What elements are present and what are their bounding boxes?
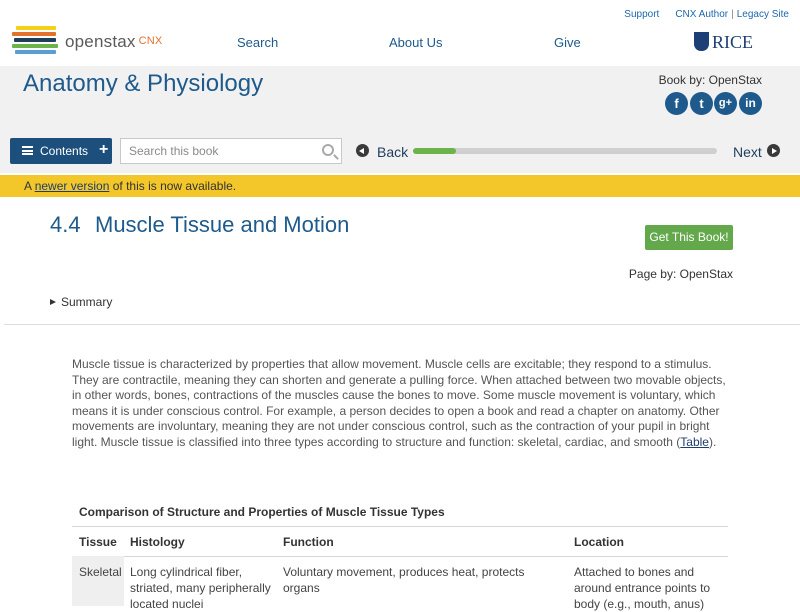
book-author: Book by: OpenStax bbox=[658, 73, 762, 87]
list-icon bbox=[22, 146, 33, 155]
contents-label: Contents bbox=[40, 144, 89, 158]
facebook-icon[interactable]: f bbox=[665, 92, 688, 115]
table-cell-location: Attached to bones and around entrance points to body (e.g., mouth, anus) bbox=[574, 565, 711, 611]
table-caption: Comparison of Structure and Properties of Muscle Tissue Types bbox=[79, 505, 445, 519]
nav-give-link[interactable]: Give bbox=[554, 35, 581, 50]
support-link[interactable]: Support bbox=[624, 9, 660, 20]
table-rule bbox=[72, 526, 728, 527]
triangle-right-icon bbox=[50, 299, 56, 305]
rice-shield-icon bbox=[694, 32, 709, 51]
plus-icon: + bbox=[99, 141, 109, 158]
summary-toggle[interactable]: Summary bbox=[50, 295, 112, 309]
get-this-book-button[interactable]: Get This Book! bbox=[645, 225, 733, 250]
newer-version-notice: A newer version of this is now available. bbox=[0, 175, 800, 197]
page-title: Muscle Tissue and Motion bbox=[95, 212, 350, 237]
table-header-tissue: Tissue bbox=[79, 535, 117, 549]
legacy-site-link[interactable]: Legacy Site bbox=[736, 9, 789, 20]
openstax-cnx-logo[interactable] bbox=[12, 26, 172, 56]
section-number: 4.4 bbox=[50, 212, 81, 237]
nav-search-link[interactable]: Search bbox=[237, 35, 279, 50]
cnx-author-link[interactable]: CNX Author bbox=[675, 9, 729, 20]
search-input[interactable] bbox=[129, 144, 319, 158]
divider bbox=[4, 324, 800, 325]
body-paragraph: Muscle tissue is characterized by properties that allow movement. Muscle cells are excitable; they respond to a stimulus. They are contractile, meaning they can shorten and generate a pulling force. When attached between two movable objects, in other words, bones, contractions of the muscles cause the bones to move. Some muscle movement is voluntary, which means it is under conscious control. For example, a person decides to open a book and read a chapter on anatomy. Other movements are involuntary, meaning they are not under conscious control, such as the contraction of your pupil in bright light. Muscle tissue is classified into three types according to structure and function: skeletal, cardiac, and smooth (Table). bbox=[72, 357, 726, 449]
table-cell-function: Voluntary movement, produces heat, protects organs bbox=[283, 565, 525, 595]
google-plus-icon[interactable]: g+ bbox=[714, 92, 737, 115]
table-rule bbox=[72, 556, 728, 557]
progress-bar bbox=[413, 148, 717, 154]
table-cell-histology: Long cylindrical fiber, striated, many peripherally located nuclei bbox=[130, 565, 271, 611]
logo-text: openstax CNX bbox=[65, 32, 163, 51]
newer-version-link[interactable]: newer version bbox=[34, 179, 110, 193]
book-title[interactable]: Anatomy & Physiology bbox=[23, 70, 264, 97]
back-arrow-icon[interactable] bbox=[356, 144, 369, 157]
search-box[interactable] bbox=[120, 138, 342, 164]
utility-links: Support CNX Author | Legacy Site bbox=[624, 9, 789, 20]
linkedin-icon[interactable]: in bbox=[739, 92, 762, 115]
rice-logo[interactable]: RICE bbox=[694, 32, 753, 54]
nav-about-link[interactable]: About Us bbox=[389, 35, 443, 50]
table-cell-tissue: Skeletal bbox=[79, 565, 122, 579]
table-link[interactable]: Table bbox=[680, 434, 709, 449]
table-header-histology: Histology bbox=[130, 535, 185, 549]
top-navigation bbox=[0, 0, 800, 66]
logo-bars-icon bbox=[12, 26, 60, 56]
page-author: Page by: OpenStax bbox=[628, 267, 733, 281]
contents-button[interactable] bbox=[10, 138, 112, 164]
back-button[interactable]: Back bbox=[377, 144, 409, 160]
table-header-location: Location bbox=[574, 535, 624, 549]
search-icon[interactable] bbox=[322, 144, 334, 156]
twitter-icon[interactable]: t bbox=[690, 92, 713, 115]
progress-fill bbox=[413, 148, 456, 154]
table-header-function: Function bbox=[283, 535, 334, 549]
next-arrow-icon[interactable] bbox=[767, 144, 780, 157]
next-button[interactable]: Next bbox=[733, 144, 762, 160]
muscle-tissue-table bbox=[72, 496, 728, 611]
